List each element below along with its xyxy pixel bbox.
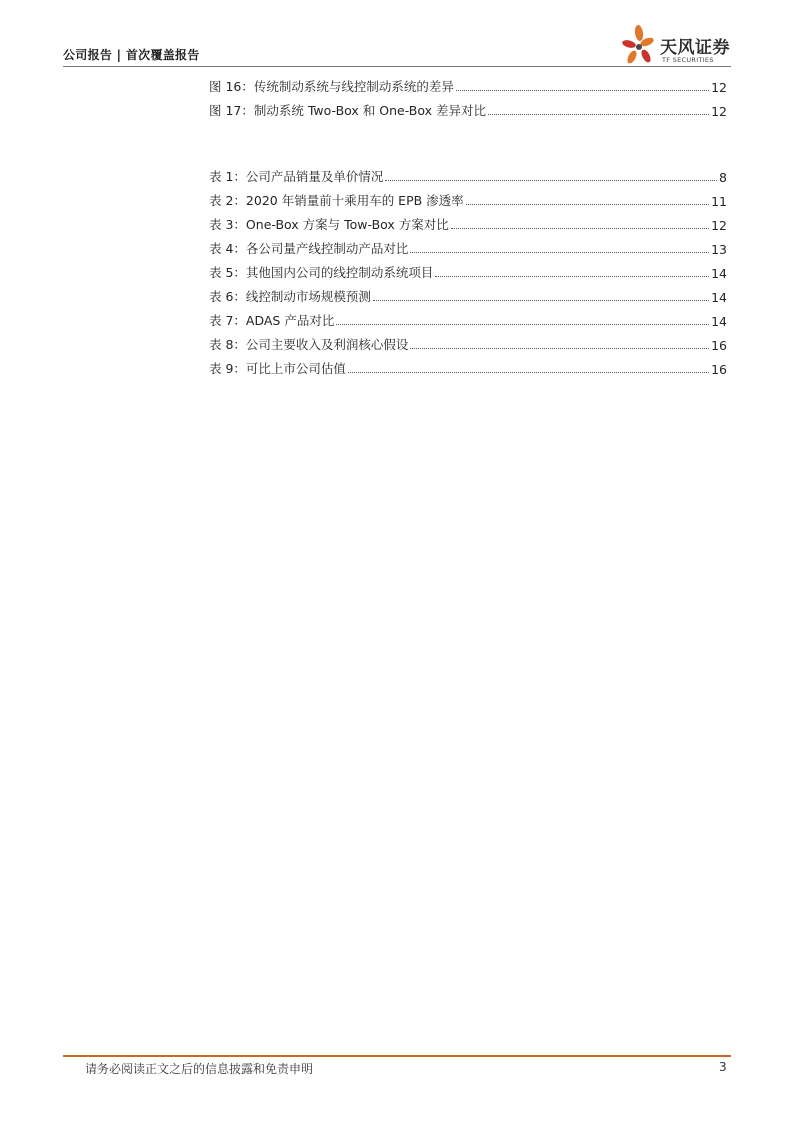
header-divider bbox=[63, 66, 731, 67]
toc-entry-label: 表 3：One-Box 方案与 Tow-Box 方案对比 bbox=[209, 217, 449, 232]
toc-entry-page: 14 bbox=[711, 266, 727, 281]
figure-index bbox=[209, 71, 727, 119]
dot-leader bbox=[348, 371, 709, 373]
toc-entry-label: 图 17：制动系统 Two-Box 和 One-Box 差异对比 bbox=[209, 103, 486, 118]
toc-entry-table-2[interactable] bbox=[209, 185, 727, 209]
toc-entry-page: 12 bbox=[711, 218, 727, 233]
toc-entry-page: 11 bbox=[711, 194, 727, 209]
dot-leader bbox=[410, 347, 709, 349]
dot-leader bbox=[435, 275, 709, 277]
toc-entry-label: 图 16：传统制动系统与线控制动系统的差异 bbox=[209, 79, 454, 94]
toc-entry-label: 表 8：公司主要收入及利润核心假设 bbox=[209, 337, 409, 352]
toc-entry-label: 表 9：可比上市公司估值 bbox=[209, 361, 346, 376]
toc-entry-page: 13 bbox=[711, 242, 727, 257]
toc-entry-table-5[interactable] bbox=[209, 257, 727, 281]
dot-leader bbox=[466, 203, 709, 205]
table-index bbox=[209, 161, 727, 377]
footer-divider bbox=[63, 1055, 731, 1057]
toc-entry-page: 14 bbox=[711, 314, 727, 329]
company-logo bbox=[622, 24, 734, 70]
dot-leader bbox=[410, 251, 709, 253]
toc-entry-label: 表 6：线控制动市场规模预测 bbox=[209, 289, 371, 304]
toc-entry-figure-16[interactable] bbox=[209, 71, 727, 95]
toc-entry-table-4[interactable] bbox=[209, 233, 727, 257]
toc-entry-label: 表 7：ADAS 产品对比 bbox=[209, 313, 335, 328]
toc-entry-figure-17[interactable] bbox=[209, 95, 727, 119]
toc-entry-page: 16 bbox=[711, 338, 727, 353]
footer-disclaimer: 请务必阅读正文之后的信息披露和免责申明 bbox=[85, 1062, 314, 1076]
toc-entry-table-8[interactable] bbox=[209, 329, 727, 353]
report-type-label: 公司报告 | 首次覆盖报告 bbox=[63, 48, 200, 62]
toc-entry-table-9[interactable] bbox=[209, 353, 727, 377]
dot-leader bbox=[336, 323, 709, 325]
dot-leader bbox=[451, 227, 709, 229]
dot-leader bbox=[456, 89, 709, 91]
toc-entry-label: 表 1：公司产品销量及单价情况 bbox=[209, 169, 384, 184]
logo-english-name: TF SECURITIES bbox=[662, 56, 714, 64]
dot-leader bbox=[488, 113, 709, 115]
toc-entry-table-1[interactable] bbox=[209, 161, 727, 185]
toc-entry-page: 12 bbox=[711, 80, 727, 95]
tf-securities-logo-icon bbox=[622, 24, 656, 68]
toc-entry-page: 14 bbox=[711, 290, 727, 305]
toc-entry-page: 12 bbox=[711, 104, 727, 119]
dot-leader bbox=[373, 299, 709, 301]
toc-entry-table-6[interactable] bbox=[209, 281, 727, 305]
toc-entry-table-7[interactable] bbox=[209, 305, 727, 329]
dot-leader bbox=[385, 179, 717, 181]
toc-entry-label: 表 5：其他国内公司的线控制动系统项目 bbox=[209, 265, 434, 280]
toc-entry-page: 16 bbox=[711, 362, 727, 377]
toc-entry-table-3[interactable] bbox=[209, 209, 727, 233]
page-number: 3 bbox=[719, 1060, 727, 1074]
logo-chinese-name: 天风证券 bbox=[660, 38, 730, 58]
toc-entry-label: 表 2：2020 年销量前十乘用车的 EPB 渗透率 bbox=[209, 193, 464, 208]
toc-entry-page: 8 bbox=[719, 170, 727, 185]
toc-entry-label: 表 4：各公司量产线控制动产品对比 bbox=[209, 241, 409, 256]
